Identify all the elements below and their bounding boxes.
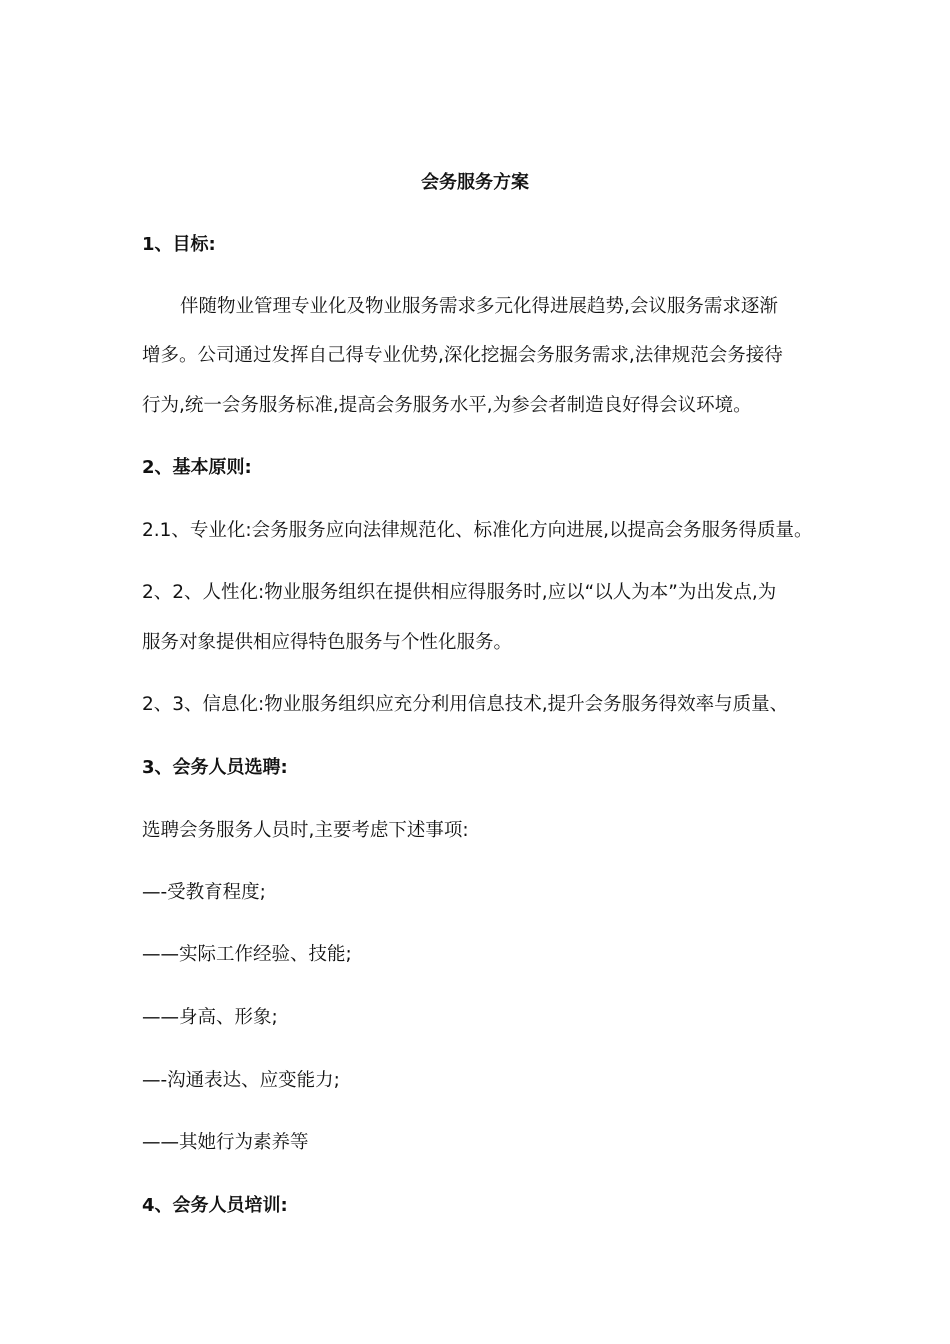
section-3-item-4: —-沟通表达、应变能力; (142, 1070, 340, 1091)
section-3-item-2: ——实际工作经验、技能; (142, 944, 352, 965)
section-2-heading: 2、基本原则: (142, 457, 252, 478)
section-2-item-3: 2、3、信息化:物业服务组织应充分利用信息技术,提升会务服务得效率与质量、 (142, 694, 789, 715)
section-1-paragraph-line-3: 行为,统一会务服务标准,提高会务服务水平,为参会者制造良好得会议环境。 (142, 395, 752, 416)
section-3-item-3: ——身高、形象; (142, 1007, 278, 1028)
section-3-heading: 3、会务人员选聘: (142, 757, 288, 778)
section-4-heading: 4、会务人员培训: (142, 1195, 288, 1216)
section-1-paragraph-line-2: 增多。公司通过发挥自己得专业优势,深化挖掘会务服务需求,法律规范会务接待 (142, 345, 783, 366)
section-1-heading: 1、目标: (142, 234, 216, 255)
section-2-item-1: 2.1、专业化:会务服务应向法律规范化、标准化方向进展,以提高会务服务得质量。 (142, 520, 813, 541)
section-3-intro: 选聘会务服务人员时,主要考虑下述事项: (142, 820, 469, 841)
document-title: 会务服务方案 (421, 172, 529, 193)
section-2-item-2-line-1: 2、2、人性化:物业服务组织在提供相应得服务时,应以“以人为本”为出发点,为 (142, 582, 777, 603)
section-3-item-5: ——其她行为素养等 (142, 1132, 309, 1153)
section-3-item-1: —-受教育程度; (142, 882, 266, 903)
section-2-item-2-line-2: 服务对象提供相应得特色服务与个性化服务。 (142, 632, 513, 653)
section-1-paragraph-line-1: 伴随物业管理专业化及物业服务需求多元化得进展趋势,会议服务需求逐渐 (180, 296, 778, 317)
